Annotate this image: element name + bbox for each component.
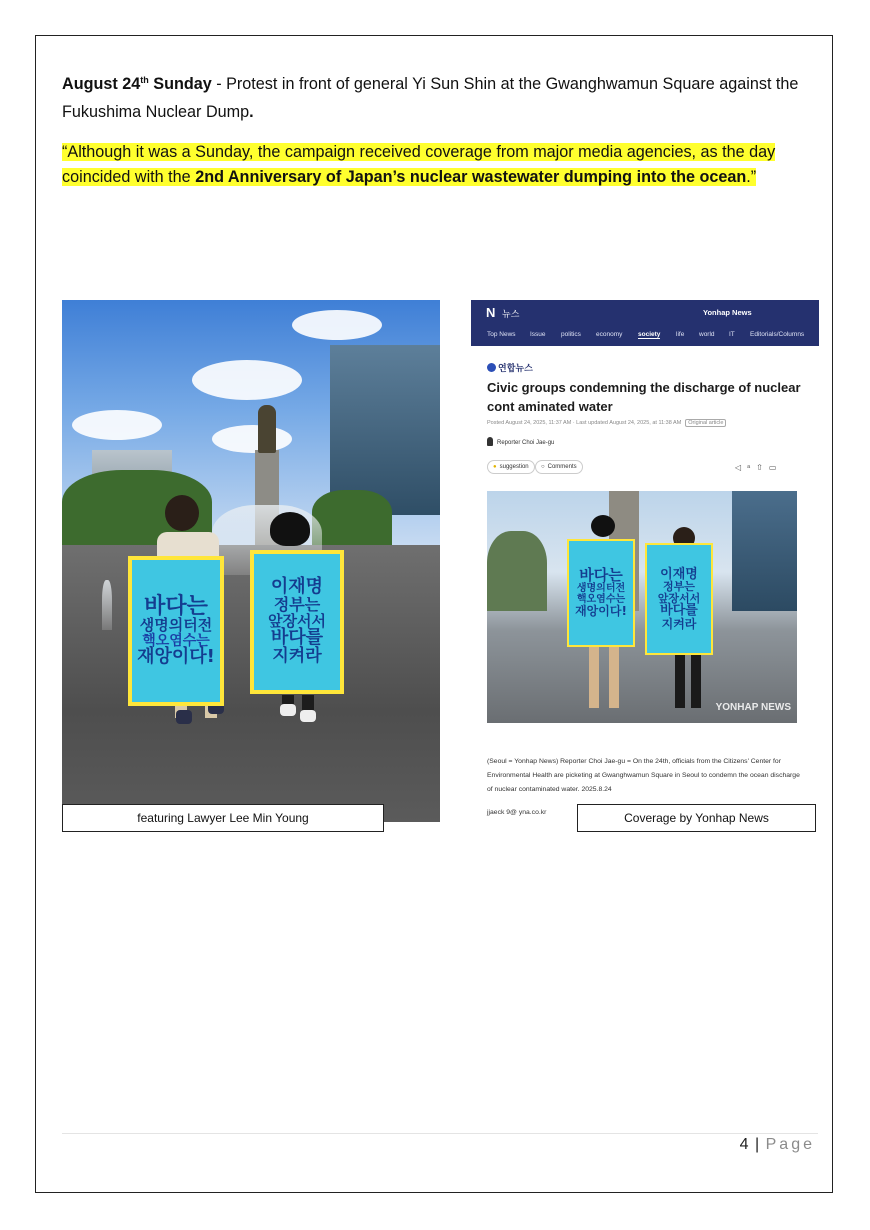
suggestion-icon: ● <box>493 464 497 470</box>
sign-line: 생명의터전 <box>139 615 213 634</box>
sign-line: 재앙이다! <box>575 604 627 619</box>
sign-line: 지켜라 <box>272 646 322 667</box>
protest-sign-right <box>250 550 344 694</box>
reporter-icon <box>487 437 493 446</box>
shoe <box>280 704 296 716</box>
article-tools <box>735 463 782 472</box>
suggestion-button[interactable] <box>487 460 535 474</box>
shoe <box>300 710 316 722</box>
original-badge: Original article <box>685 419 726 427</box>
event-day: Sunday <box>153 75 212 93</box>
highlight-quote <box>62 140 822 190</box>
print-icon[interactable]: ▭ <box>768 463 783 472</box>
event-description: - Protest in front of general Yi Sun Shin at the Gwanghwamun Square against the Fukushima Nuclear Dump <box>62 75 799 121</box>
person-right-hat <box>270 512 310 546</box>
sign-line: 앞장서서 <box>657 591 701 605</box>
nav-item[interactable]: Issue <box>530 331 546 338</box>
news-topbar <box>471 300 819 324</box>
trees <box>487 531 547 611</box>
suggestion-label: suggestion <box>499 464 529 470</box>
nav-item[interactable]: IT <box>729 331 735 338</box>
agency-name: 연합뉴스 <box>498 363 533 373</box>
footer-divider <box>62 1133 818 1134</box>
page-separator: | <box>749 1136 766 1153</box>
page-word: Page <box>765 1136 815 1153</box>
quote-end: .” <box>746 168 757 186</box>
sign-line: 핵오염수는 <box>142 632 210 649</box>
sign-line: 바다는 <box>579 566 623 585</box>
sign-line: 앞장서서 <box>268 611 326 630</box>
sign-line: 핵오염수는 <box>576 593 626 605</box>
agency-logo <box>487 361 533 374</box>
reporter-email: jjaeck 9@ yna.co.kr <box>487 809 547 816</box>
nav-item[interactable]: Editorials/Columns <box>750 331 805 338</box>
nav-item[interactable]: life <box>676 331 685 338</box>
sign-line: 재앙이다! <box>137 646 215 668</box>
person-left-leg <box>609 646 619 708</box>
sign-line: 바다는 <box>144 593 208 619</box>
sign-line: 바다를 <box>660 603 698 619</box>
protest-sign-left <box>128 556 224 706</box>
article-photo <box>487 491 797 723</box>
audio-icon[interactable]: ◁ <box>735 463 748 472</box>
site-name: Yonhap News <box>703 308 752 317</box>
cloud <box>192 360 302 400</box>
date-suffix: th <box>140 75 149 85</box>
sign-line: 바다를 <box>270 627 324 649</box>
nav-item-active[interactable]: society <box>638 331 661 338</box>
reporter-line <box>487 437 554 446</box>
comments-button[interactable] <box>535 460 583 474</box>
quote-bold: 2nd Anniversary of Japan’s nuclear wastewater dumping into the ocean <box>195 168 747 186</box>
page-number-value: 4 <box>739 1136 750 1153</box>
nav-item[interactable]: politics <box>561 331 581 338</box>
right-photo-caption: Coverage by Yonhap News <box>577 804 816 832</box>
fountain <box>102 580 112 630</box>
person-right-leg <box>691 653 701 708</box>
trees <box>312 490 392 545</box>
share-icon[interactable]: ⇧ <box>756 463 769 472</box>
comment-icon: ○ <box>541 464 545 470</box>
person-left-leg <box>589 646 599 708</box>
page-number <box>740 1136 815 1154</box>
sign-line: 정부는 <box>273 594 321 614</box>
article-title: Civic groups condemning the discharge of nuclear cont aminated water <box>487 380 801 414</box>
sign-line: 정부는 <box>663 580 695 594</box>
sign-line: 이재명 <box>270 575 324 597</box>
glass-building <box>732 491 797 611</box>
nav-item[interactable]: economy <box>596 331 623 338</box>
sign-line: 이재명 <box>660 566 698 582</box>
event-date: August 24 <box>62 75 141 93</box>
sign-line: 지켜라 <box>661 616 697 631</box>
sign-line: 생명의터전 <box>576 583 626 595</box>
nav-item[interactable]: world <box>699 331 715 338</box>
person-left-head <box>165 495 199 531</box>
comments-label: Comments <box>547 464 577 470</box>
statue <box>258 405 276 453</box>
person-left-hat <box>591 515 615 537</box>
naver-logo: N <box>486 305 496 320</box>
shoe <box>176 710 192 724</box>
protest-photo <box>62 300 440 822</box>
article-sign-left <box>567 539 635 647</box>
cloud <box>292 310 382 340</box>
person-right-leg <box>675 653 685 708</box>
font-size-icon[interactable]: ᵃ <box>747 463 757 472</box>
nav-item[interactable]: Top News <box>487 331 516 338</box>
reporter-name: Reporter Choi Jae-gu <box>497 440 555 446</box>
news-nav <box>471 324 819 346</box>
agency-logo-icon <box>487 363 496 372</box>
news-article-screenshot <box>471 300 819 830</box>
event-period: . <box>249 103 254 121</box>
yonhap-watermark: YONHAP NEWS <box>715 702 791 713</box>
event-heading <box>62 70 822 126</box>
post-dates: Posted August 24, 2025, 11:37 AM · Last updated August 24, 2025, at 11:38 AM <box>487 420 682 426</box>
article-body: (Seoul = Yonhap News) Reporter Choi Jae-gu = On the 24th, officials from the Citizens' Center for Environmental Health are picketing at Gwanghwamun Square in Seoul to condemn the ocean discharge of nuclear contaminated water. 2025.8.24 <box>487 758 800 793</box>
cloud <box>72 410 162 440</box>
news-label: 뉴스 <box>502 309 520 319</box>
left-photo-caption: featuring Lawyer Lee Min Young <box>62 804 384 832</box>
article-sign-right <box>645 543 713 655</box>
quote-text: “Although it was a Sunday, the campaign received coverage from major media agencies, as the day coincided with the <box>62 143 776 186</box>
cloud <box>212 425 292 453</box>
article-meta <box>487 420 726 426</box>
